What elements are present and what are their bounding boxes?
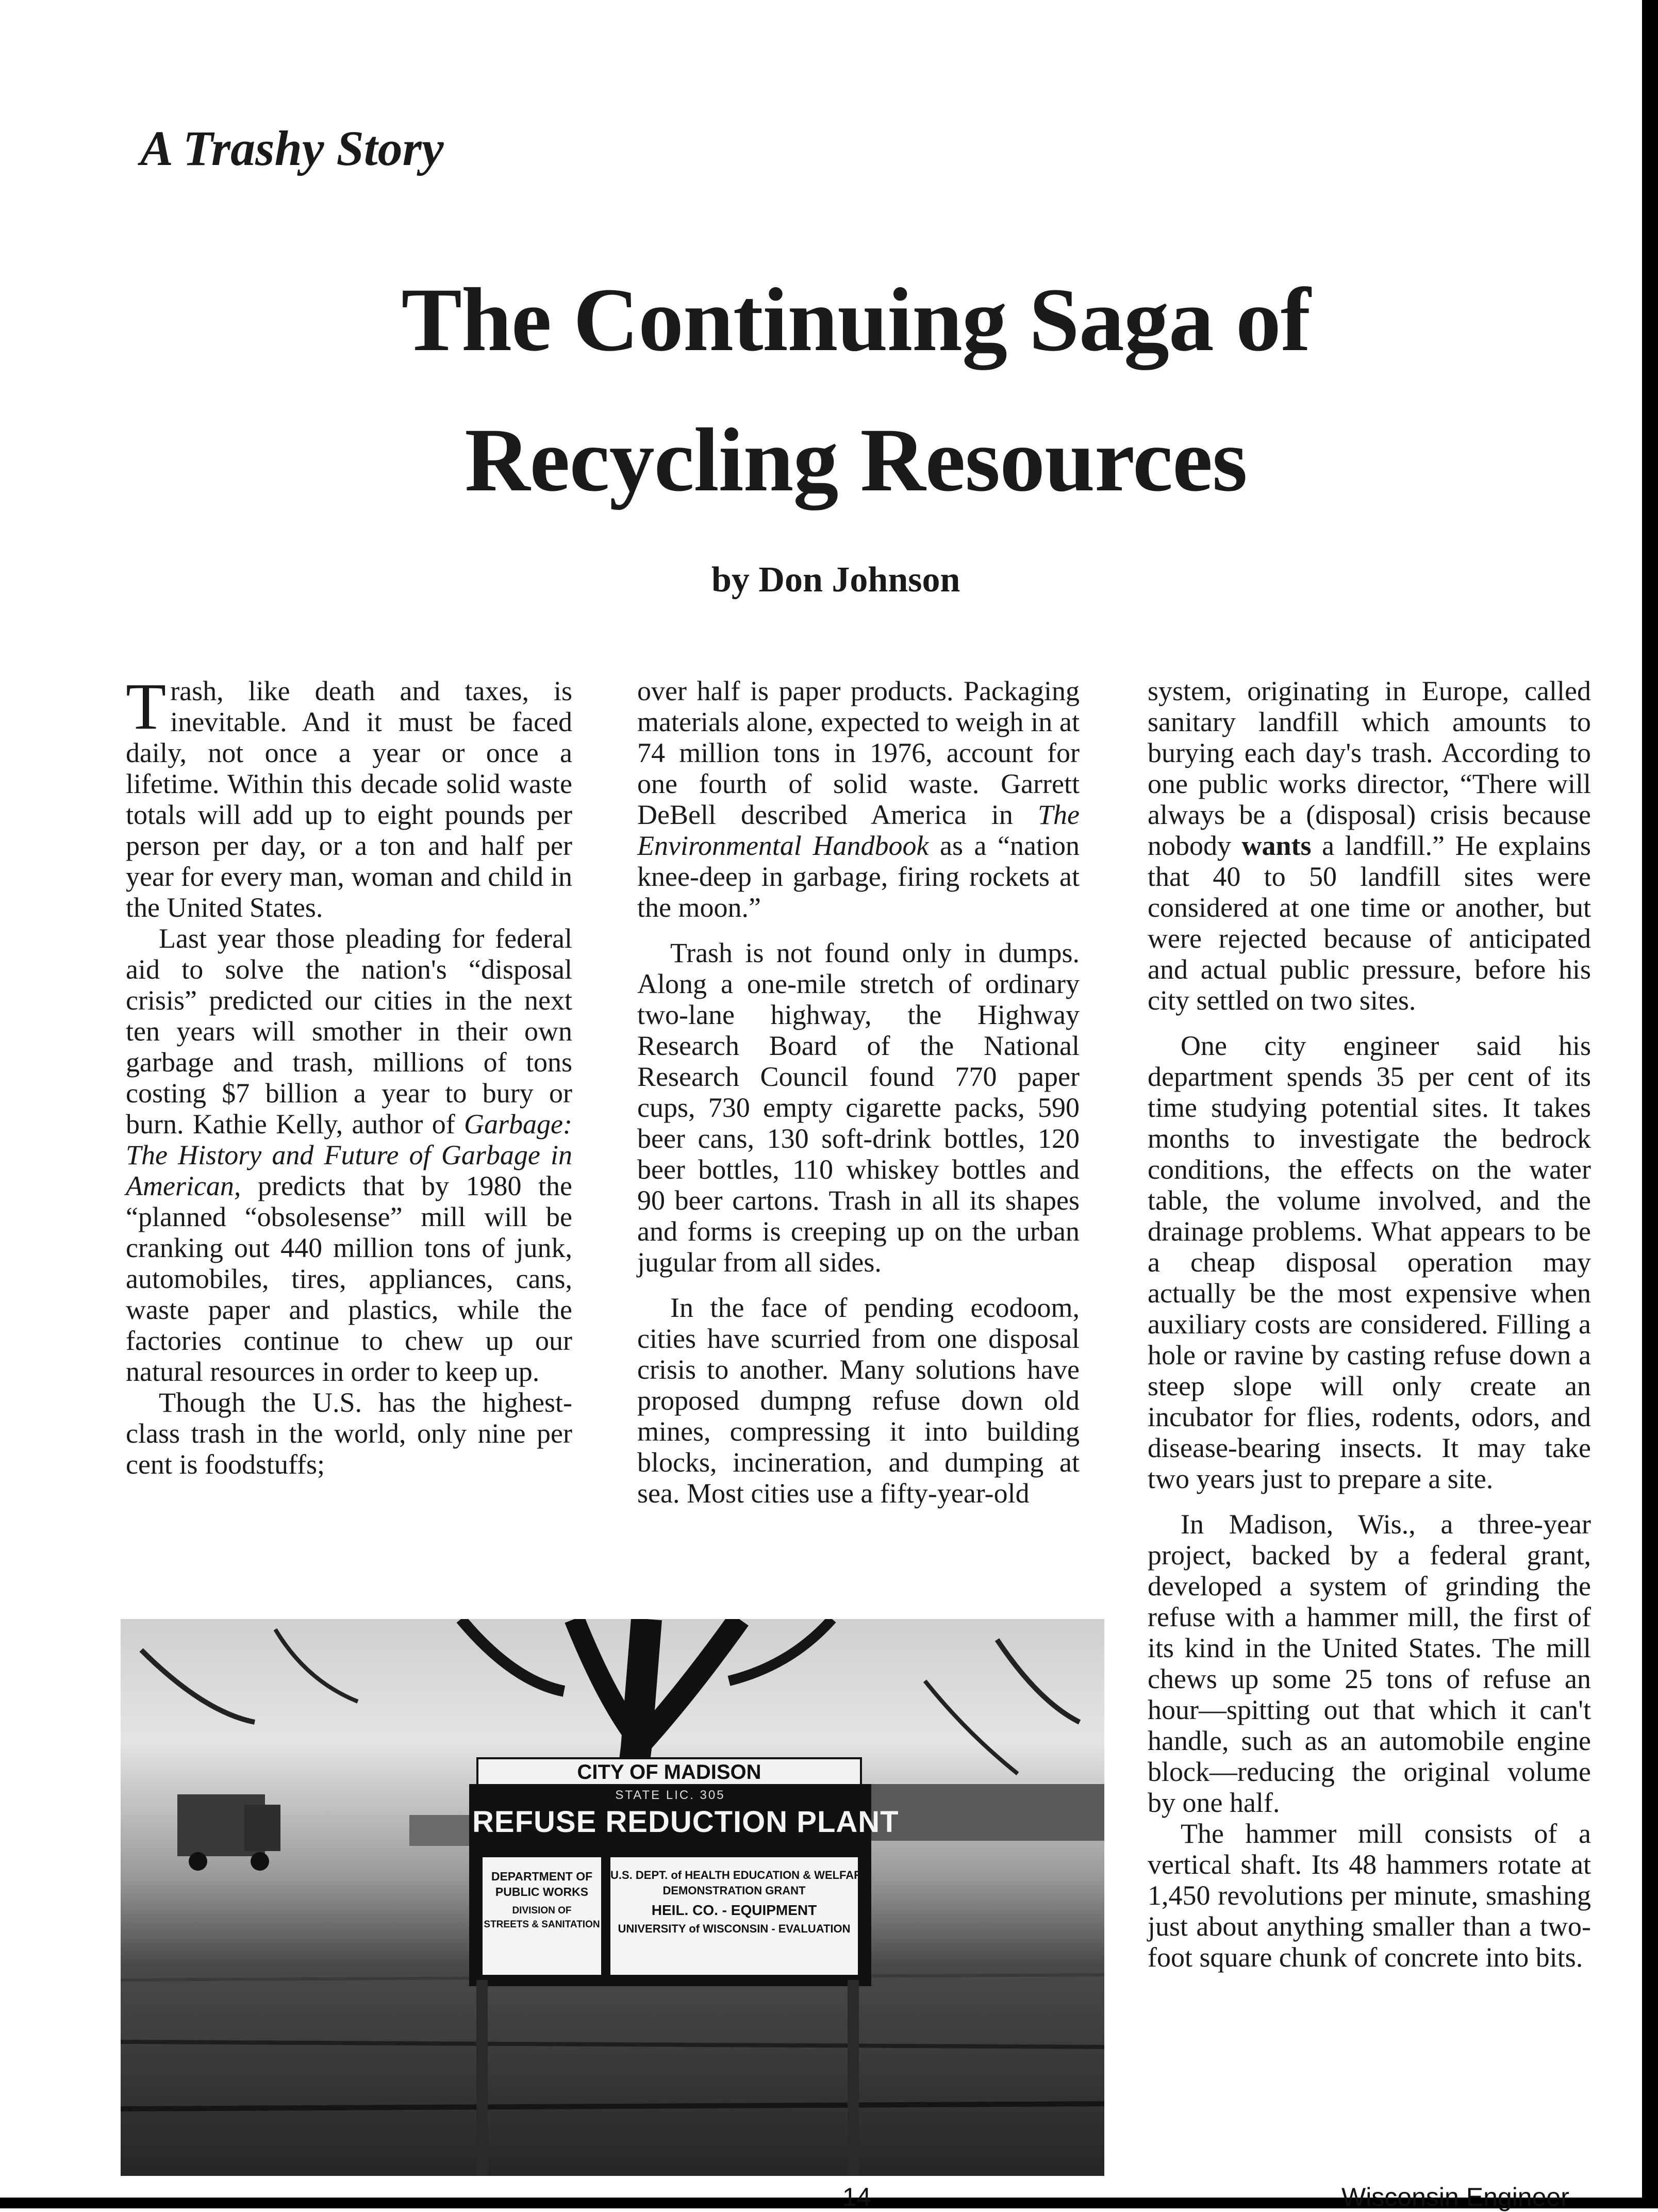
sign-headline: REFUSE REDUCTION PLANT — [472, 1805, 899, 1839]
title-line-1: The Continuing Saga of — [401, 270, 1311, 370]
paragraph: Trash, like death and taxes, is inevitable. And it must be faced daily, not once a year or once a lifetime. Within this decade solid waste totals will add up to eight pounds per person per day, or a ton and half per year for every man, woman and child in the United States. — [126, 670, 572, 923]
refuse-plant-photo — [121, 1619, 1104, 2176]
paragraph: One city engineer said his department spends 35 per cent of its time studying potential sites. It takes months to investigate the bedrock conditions, the effects on the water table, the volume involved, and the drainage problems. What appears to be a cheap disposal operation may actually be the most expensive when auxiliary costs are considered. Filling a hole or ravine by casting refuse down a steep slope will only create an incubator for flies, rodents, odors, and disease-bearing insects. It may take two years just to prepare a site. — [1148, 1030, 1591, 1494]
byline: by Don Johnson — [711, 560, 960, 600]
sign-panel-public-works: DEPARTMENT OF PUBLIC WORKS DIVISION OF STREETS & SANITATION — [483, 1857, 601, 1975]
drop-cap: T — [126, 670, 167, 743]
book-title: The Environmental Handbook — [637, 799, 1080, 861]
paragraph: Though the U.S. has the highest-class trash in the world, only nine per cent is foodstuffs; — [126, 1387, 572, 1480]
sign-post-left — [476, 1980, 488, 2176]
title-line-2: Recycling Resources — [465, 410, 1247, 510]
emphasis: wants — [1241, 830, 1312, 861]
book-title: Garbage: The History and Future of Garbage in American, — [126, 1109, 572, 1201]
column-3 — [1148, 675, 1591, 1973]
article-kicker: A Trashy Story — [140, 121, 444, 176]
paragraph: over half is paper products. Packaging materials alone, expected to weigh in at 74 million tons in 1976, account for one fourth of solid waste. Garrett DeBell described America in The Environmental Handbook as a “nation knee-deep in garbage, firing rockets at the moon.” — [637, 675, 1080, 923]
article-title — [309, 250, 1402, 531]
paragraph: system, originating in Europe, called sanitary landfill which amounts to burying each day's trash. According to one public works director, “There will always be a (disposal) crisis because nobody wants a landfill.” He explains that 40 to 50 landfill sites were considered at one time or another, but were rejected because of anticipated and actual public pressure, before his city settled on two sites. — [1148, 675, 1591, 1016]
paragraph: Trash is not found only in dumps. Along a one-mile stretch of ordinary two-lane highway, the Highway Research Board of the National Research Council found 770 paper cups, 730 empty cigarette packs, 590 beer cans, 130 soft-drink bottles, 120 beer bottles, 110 whiskey bottles and 90 beer cartons. Trash in all its shapes and forms is creeping up on the urban jugular from all sides. — [637, 937, 1080, 1278]
refuse-plant-sign — [469, 1784, 899, 1986]
page-number: 14 — [842, 2183, 871, 2211]
paragraph: Last year those pleading for federal aid to solve the nation's “disposal crisis” predicted our cities in the next ten years will smother in their own garbage and trash, millions of tons costing $7 billion a year to bury or burn. Kathie Kelly, author of Garbage: The History and Future of Garbage in American, predicts that by 1980 the “planned “obsolesense” mill will be cranking out 440 million tons of junk, automobiles, tires, appliances, cans, waste paper and plastics, while the factories continue to chew up our natural resources in order to keep up. — [126, 923, 572, 1387]
publication-name: Wisconsin Engineer — [1341, 2183, 1569, 2211]
sign-license: STATE LIC. 305 — [615, 1788, 725, 1802]
sign-city-name: CITY OF MADISON — [476, 1757, 862, 1788]
column-2 — [637, 675, 1080, 1509]
paragraph: The hammer mill consists of a vertical shaft. Its 48 hammers rotate at 1,450 revolutions per minute, smashing just about anything smaller than a two-foot square chunk of concrete into bits. — [1148, 1818, 1591, 1973]
sign-panel-grant: U.S. DEPT. of HEALTH EDUCATION & WELFARE DEMONSTRATION GRANT HEIL. CO. - EQUIPMENT UNIVERSITY of WISCONSIN - EVALUATION — [610, 1857, 858, 1975]
paragraph: In the face of pending ecodoom, cities have scurried from one disposal crisis to another. Many solutions have proposed dumpng refuse down old mines, compressing it into building blocks, incineration, and dumping at sea. Most cities use a fifty-year-old — [637, 1292, 1080, 1509]
sign-post-right — [848, 1980, 859, 2176]
column-1 — [126, 670, 572, 1480]
paragraph: In Madison, Wis., a three-year project, backed by a federal grant, developed a system of grinding the refuse with a hammer mill, the first of its kind in the United States. The mill chews up some 25 tons of refuse an hour—spitting out that which it can't handle, such as an automobile engine block—reducing the original volume by one half. — [1148, 1509, 1591, 1818]
page-edge-right — [1642, 0, 1658, 2208]
